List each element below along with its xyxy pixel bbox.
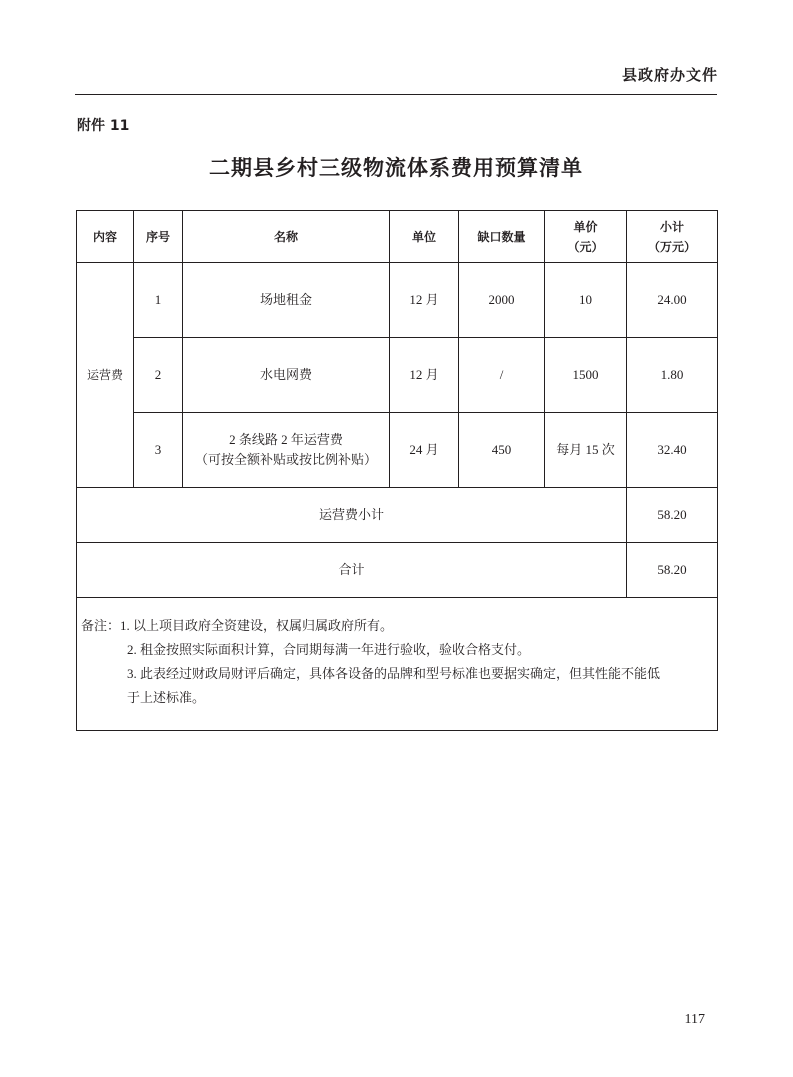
- row-unit: 12 月: [390, 338, 459, 413]
- category-subtotal-value: 58.20: [627, 488, 718, 543]
- row-qty: 450: [459, 413, 545, 488]
- note-item: 1. 以上项目政府全资建设，权属归属政府所有。: [120, 618, 394, 633]
- note-item-continuation: 于上述标准。: [127, 690, 206, 705]
- page-number: 117: [684, 1012, 705, 1027]
- row-qty: /: [459, 338, 545, 413]
- table-row: [77, 263, 718, 338]
- header-unit-price-line1: 单价: [573, 219, 598, 234]
- table-row: [77, 338, 718, 413]
- total-label: 合计: [77, 543, 627, 598]
- row-subtotal: 1.80: [627, 338, 718, 413]
- row-name-line1: 水电网费: [259, 367, 312, 382]
- header-rule: [75, 94, 717, 95]
- note-line-1: [81, 614, 709, 638]
- document-title: 二期县乡村三级物流体系费用预算清单: [209, 156, 583, 180]
- header-unit: 单位: [390, 211, 459, 263]
- total-value: 58.20: [627, 543, 718, 598]
- category-cell: 运营费: [77, 263, 134, 488]
- notes-cell: [77, 598, 718, 731]
- category-subtotal-label: 运营费小计: [77, 488, 627, 543]
- row-seq: 3: [134, 413, 183, 488]
- table-row: [77, 413, 718, 488]
- header-shortage-qty: 缺口数量: [459, 211, 545, 263]
- header-unit-price: [545, 211, 627, 263]
- header-subtotal-line1: 小计: [659, 219, 684, 234]
- row-name: [183, 413, 390, 488]
- row-unit: 12 月: [390, 263, 459, 338]
- note-item: 2. 租金按照实际面积计算，合同期每满一年进行验收，验收合格支付。: [127, 642, 531, 657]
- table-header-row: [77, 211, 718, 263]
- row-name-line1: 2 条线路 2 年运营费: [229, 432, 343, 447]
- notes-prefix: 备注：: [81, 618, 121, 633]
- row-unit: 24 月: [390, 413, 459, 488]
- row-name: [183, 263, 390, 338]
- row-name: [183, 338, 390, 413]
- row-price: 10: [545, 263, 627, 338]
- header-unit-price-line2: （元）: [567, 239, 604, 254]
- row-price: 1500: [545, 338, 627, 413]
- row-price: 每月 15 次: [545, 413, 627, 488]
- row-qty: 2000: [459, 263, 545, 338]
- note-item: 3. 此表经过财政局财评后确定，具体各设备的品牌和型号标准也要据实确定，但其性能不能低: [127, 666, 661, 681]
- header-content: 内容: [77, 211, 134, 263]
- attachment-label: 附件 11: [77, 118, 130, 134]
- header-seq: 序号: [134, 211, 183, 263]
- row-name-line1: 场地租金: [259, 292, 312, 307]
- row-name-line2: （可按全额补贴或按比例补贴）: [194, 452, 377, 467]
- header-subtotal-line2: （万元）: [647, 239, 696, 254]
- row-seq: 1: [134, 263, 183, 338]
- header-subtotal: [627, 211, 718, 263]
- notes-row: [77, 598, 718, 731]
- notes-block: [77, 598, 717, 720]
- total-row: [77, 543, 718, 598]
- row-seq: 2: [134, 338, 183, 413]
- row-subtotal: 32.40: [627, 413, 718, 488]
- header-name: 名称: [183, 211, 390, 263]
- running-header-title: 县政府办文件: [621, 66, 718, 84]
- budget-table: [76, 210, 718, 731]
- category-subtotal-row: [77, 488, 718, 543]
- row-subtotal: 24.00: [627, 263, 718, 338]
